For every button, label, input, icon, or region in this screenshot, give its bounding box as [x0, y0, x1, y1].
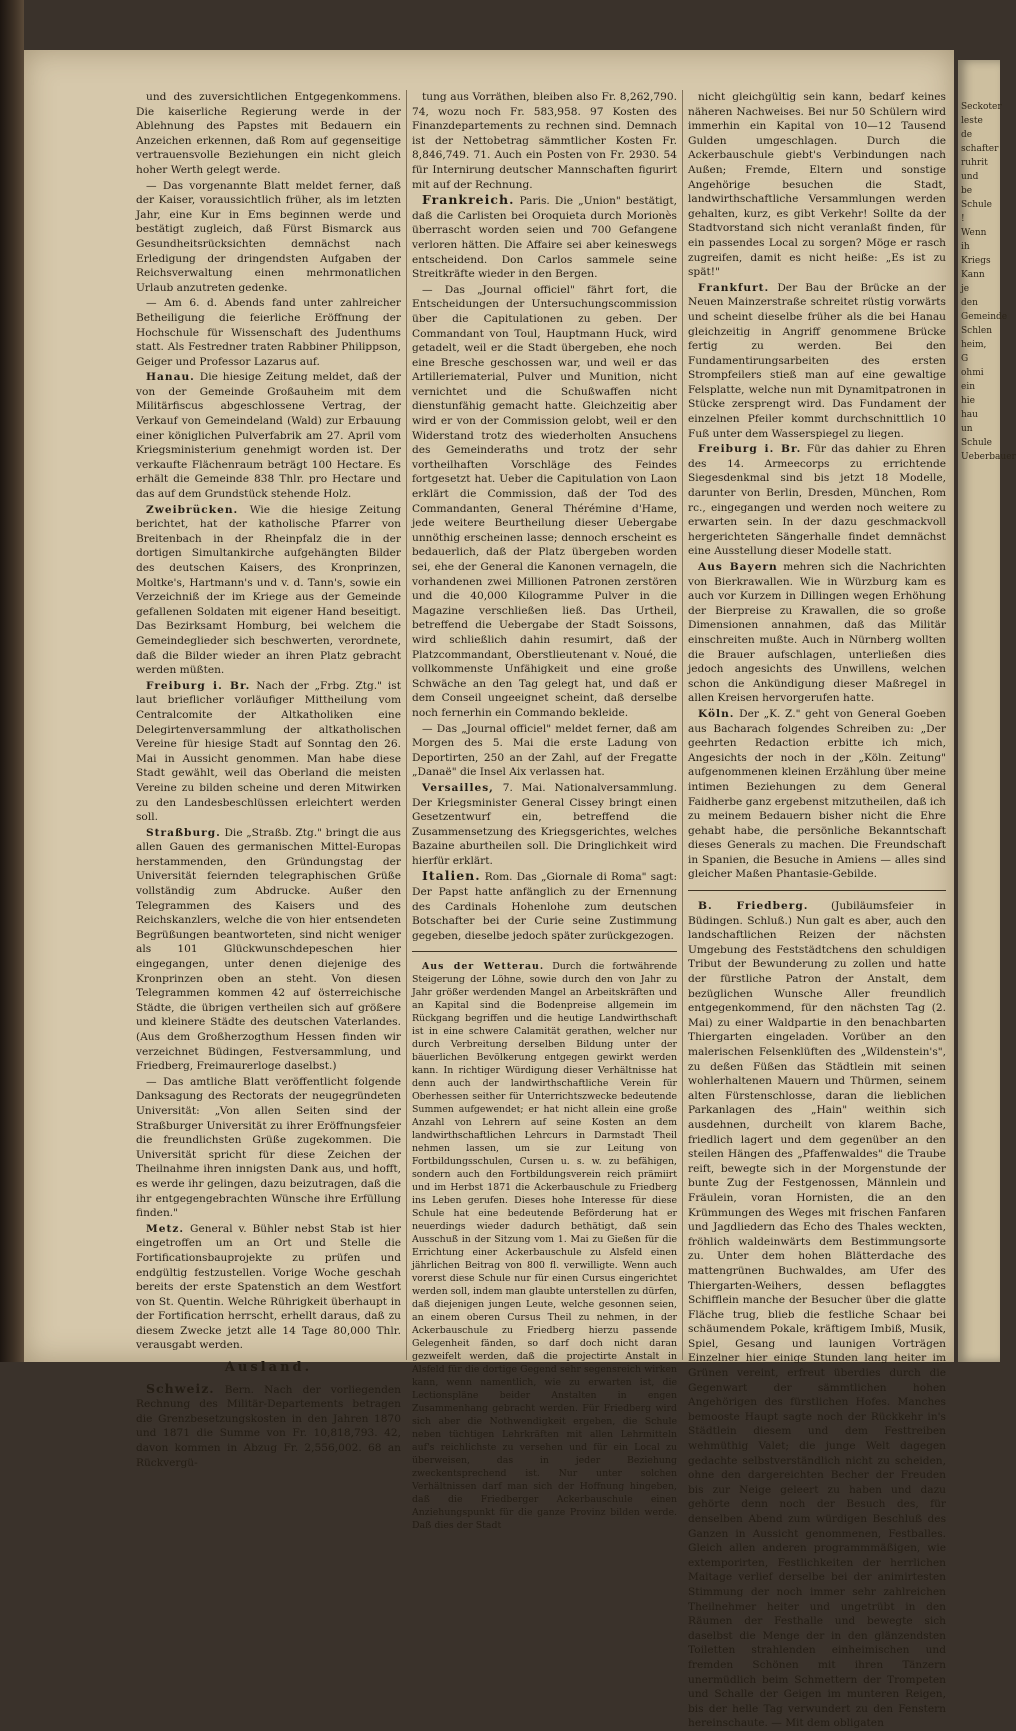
dateline: Freiburg i. Br. — [698, 443, 802, 456]
paragraph — [412, 869, 677, 943]
dateline: Aus der Wetterau. — [422, 961, 545, 973]
dateline: Freiburg i. Br. — [146, 679, 251, 692]
paragraph — [136, 1382, 401, 1471]
column-1 — [136, 90, 402, 1469]
next-page-edge — [958, 60, 1016, 1362]
dateline: Metz. — [146, 1222, 185, 1235]
article-text: Durch die fortwährende Steigerung der Löhne, sowie durch den von Jahr zu Jahr größer werdenden Mangel an Arbeitskräften und an Kapital sind die Bodenpreise allgemein im Rückgang begriffen und die heutige Landwirthschaft ist in eine schwere Calamität gerathen, welcher nur durch Verbreitung derselben Bildung unter der bäuerlichen Bevölkerung entgegen gewirkt werden kann. In richtiger Würdigung dieser Verhältnisse hat denn auch der landwirthschaftliche Verein für Oberhessen seither für Unterrichtszwecke bedeutende Summen aufgewendet; er hat nicht allein eine große Anzahl von Lehrern auf seine Kosten an dem landwirthschaftlichen Lehrcurs in Darmstadt Theil nehmen lassen, um sie zur Leitung von Fortbildungsschulen, Cursen u. s. w. zu befähigen, sondern auch den Fortbildungsverein reich prämiirt und im Herbst 1871 die Ackerbauschule zu Friedberg ins Leben gerufen. Dieses hohe Interesse für diese Schule hat eine bedeutende Beförderung hat er neuerdings wieder dadurch bethätigt, daß sein Ausschuß in der Sitzung vom 1. Mai zu Gießen für die Errichtung einer Ackerbauschule zu Alsfeld einen jährlichen Beitrag von 800 fl. verwilligte. Wenn auch vorerst diese Schule nur für einen Cursus eingerichtet werden soll, indem man glaubte unterstellen zu dürfen, daß diejenigen jungen Leute, welche gesonnen seien, an einem oberen Cursus Theil zu nehmen, in der Ackerbauschule zu Friedberg hierzu passende Gelegenheit fänden, so darf doch nicht daran gezweifelt werden, daß die projectirte Anstalt in Alsfeld für die dortige Gegend sehr segensreich wirken kann, wenn namentlich, wie zu erwarten ist, die Lectionspläne beider Anstalten in engen Zusammenhang gebracht werden. Für Friedberg wird sich aber die Nothwendigkeit ergeben, die Schule neben tüchtigen Lehrkräften mit allen Lehrmitteln auf's reichlichste zu versehen und für ein Local zu überweisen, das in jeder Beziehung zweckentsprechend ist. Nur unter solchen Verhältnissen darf man sich der Hoffnung hingeben, daß die Friedberger Ackerbauschule einen Anziehungspunkt für die ganze Provinz bilden werde. Daß dies der Stadt — [412, 961, 678, 1532]
column-divider — [406, 90, 407, 1360]
article-text: Nun galt es aber, auch den landschaftlichen Reizen der nächsten Umgebung des Feststädtchens den schuldigen Tribut der Bewunderung zu zollen und hatte der fürstliche Patron der Anstalt, dem bezüglichen Wunsche Aller freundlich entgegenkommend, für den nächsten Tag (2. Mai) zu einer Waldpartie in den benachbarten Thiergarten eingeladen. Vorüber an den malerischen Felsenklüften des „Wildenstein's", zu deßen Füßen das Städtlein mit seinen wohlerhaltenen Mauern und Thürmen, seinem alten Fürstenschlosse, daran die lieblichen Parkanlagen des „Hain" weithin sich ausdehnen, durcheilt von klarem Bache, friedlich lagert und dem gegenüber an den steilen Hängen des „Pfaffenwaldes" die Traube reift, bewegte sich in der Morgenstunde der bunte Zug der Festgenossen, Männlein und Fräulein, voran Hornisten, die an den Krümmungen des Weges mit frischen Fanfaren und Jagdliedern das Echo des Thales weckten, fröhlich waldeinwärts dem Bestimmungsorte zu. Unter dem hohen Blätterdache des mattengrünen Buchwaldes, am Ufer des Thiergarten-Weihers, dessen beflaggtes Schifflein manche der Besucher über die glatte Fläche trug, blieb die festliche Schaar bei schäumendem Pokale, kräftigem Imbiß, Musik, Spiel, Gesang und launigen Vorträgen Einzelner hier einige Stunden lang heiter im Grünen vereint, erfreut überdies durch die Gegenwart der sämmtlichen hohen Angehörigen des fürstlichen Hofes. Manches bemooste Haupt sagte noch der Rückkehr in's Städtlein diesem und dem Festtreiben wehmüthig Valet; die junge Welt dagegen gedachte selbstverständlich nicht zu scheiden, ohne den dargereichten Becher der Freuden bis zur Neige geleert zu haben und dazu gehörte denn noch der Besuch des, für denselben Abend zum würdigen Beschluß des Ganzen in Aussicht genommenen, Festballes. Gleich allen anderen programmmäßigen, wie extemporirten, Festlichkeiten der herrlichen Maitage verlief derselbe bei der animirtesten Stimmung der noch immer sehr zahlreichen Theilnehmer heiter und ungetrübt in den Räumen der Festhalle und bewegte sich daselbst die Menge der in den glänzendsten Toiletten strahlenden einheimischen und fremden Schönen mit ihren Tänzern unermüdlich beim Schmettern der Trompeten und Schalle der Geigen im munteren Reigen, bis der helle Tag verwundert zu den Fenstern hereinschaute. — Mit dem obligaten — [688, 914, 946, 1730]
dateline: Schweiz. — [146, 1380, 215, 1396]
article-text: Paris. Die „Union" bestätigt, daß die Carlisten bei Oroquieta durch Morionès überrascht worden seien und 700 Gefangene verloren hätten. Die Affaire sei aber keineswegs entscheidend. Don Carlos sammele seine Streitkräfte wieder in den Bergen. — [412, 195, 677, 281]
wetterau-article — [412, 960, 677, 1532]
paragraph — [412, 781, 677, 869]
paragraph: nicht gleichgültig sein kann, bedarf keines näheren Nachweises. Bei nur 50 Schülern wird immerhin ein Kapital von 10—12 Tausend Gulden umgeschlagen. Durch die Ackerbauschule giebt's Verbindungen nach Außen; Fremde, Eltern und sonstige Angehörige besuchen die Stadt, landwirthschaftliche Versammlungen werden gehalten, kurz, es gibt Verkehr! Sollte da der Stadtvorstand sich nicht veranlaßt finden, für ein passendes Local zu sorgen? Möge er rasch zugreifen, damit es nicht heiße: „Es ist zu spät!" — [688, 91, 946, 279]
dateline: Straßburg. — [146, 826, 221, 839]
column-2 — [412, 90, 678, 1532]
article-text: Wie die hiesige Zeitung berichtet, hat der katholische Pfarrer von Breitenbach in der Rheinpfalz die in der dortigen Simultankirche aufgehängten Bilder des deutschen Kaisers, des Kronprinzen, Moltke's, Hartmann's und v. d. Tann's, sowie ein Verzeichniß der im Kriege aus der Gemeinde gefallenen Soldaten mit eigener Hand beseitigt. Das Bezirksamt Homburg, bei welchem die Gemeindeglieder sich beschwerten, verordnete, daß die Bilder wieder an ihren Platz gebracht werden müßten. — [136, 503, 401, 677]
paragraph: tung aus Vorräthen, bleiben also Fr. 8,262,790. 74, wozu noch Fr. 583,958. 97 Kosten des Finanzdepartements zu rechnen sind. Demnach ist der Nettobetrag sämmtlicher Kosten Fr. 8,846,749. 71. Auch ein Posten von Fr. 2930. 54 für Internirung deutscher Mannschaften figurirt mit auf der Rechnung. — [412, 91, 677, 191]
paragraph: — Das vorgenannte Blatt meldet ferner, daß der Kaiser, voraussichtlich früher, als im letzten Jahr, eine Kur in Ems beginnen werde und bestätigt zugleich, daß Fürst Bismarck aus Gesundheitsrücksichten demnächst nach Erledigung der dringendsten Aufgaben der Reichsverwaltung einen mehrmonatlichen Urlaub anzutreten gedenke. — [136, 179, 401, 294]
dateline: Zweibrücken. — [146, 503, 239, 516]
article-text: Für das dahier zu Ehren des 14. Armeecorps zu errichtende Siegesdenkmal sind bis jetzt 18 Modelle, darunter von Berlin, Dresden, München, Rom rc., eingegangen und werden noch weitere zu erwarten sein. In der dazu geschmackvoll hergerichteten Sängerhalle findet demnächst eine Ausstellung dieser Modelle statt. — [688, 443, 947, 558]
paragraph — [412, 193, 677, 282]
article-text: Bern. Nach der vorliegenden Rechnung des Militär-Departements betragen die Grenzbesetzungskosten in den Jahren 1870 und 1871 die Summe von Fr. 10,818,793. 42, davon kommen in Abzug Fr. 2,556,002. 68 an Rückvergü- — [136, 1383, 401, 1469]
paragraph — [136, 826, 401, 1074]
binding-gutter — [0, 0, 24, 1362]
article-text: Die „Straßb. Ztg." bringt die aus allen Gauen des germanischen Mittel-Europas herstammenden, den Gründungstag der Universität feiernden telegraphischen Grüße vollständig zum Abdrucke. Außer den Telegrammen des Kaisers und des Reichskanzlers, welche die von hier entsendeten Begrüßungen beantworteten, sind nicht weniger als 101 Glückwunschdepeschen hier eingegangen, unter denen diejenige des Kronprinzen oben an steht. Von diesen Telegrammen kommen 42 auf österreichische Städte, die übrigen vertheilen sich auf größere und kleinere Städte des deutschen Vaterlandes. (Aus dem Großherzogthum Hessen finden wir verzeichnet Büdingen, Festversammlung, und Friedberg, Freimaurerloge daselbst.) — [136, 826, 401, 1073]
paragraph — [688, 560, 946, 706]
paragraph — [688, 707, 946, 882]
paragraph — [136, 1222, 401, 1353]
article-text: Nach der „Frbg. Ztg." ist laut brieflicher vorläufiger Mittheilung vom Centralcomite der Altkatholiken eine Delegirtenversammlung der altkatholischen Vereine für hiesige Stadt auf Sonntag den 26. Mai in Aussicht genommen. Man habe diese Stadt gewählt, weil das Oberland die meisten Vereine zu bilden scheine und deren Mitwirken zu den Landesbeschlüssen erleichtert werden soll. — [136, 679, 401, 824]
column-3 — [688, 90, 947, 1730]
paragraph: — Das „Journal officiel" fährt fort, die Entscheidungen der Untersuchungscommission über die Capitulationen zu geben. Der Commandant von Toul, Hauptmann Huck, wird getadelt, weil er die Stadt übergeben, ehe noch eine Bresche geschossen war, und weil er das Artilleriematerial, Pulver und Munition, nicht vernichtet und die Schußwaffen nicht dienstunfähig gemacht hatte. Gleichzeitig aber wird er von der Commission gelobt, weil er den Widerstand trotz des wiederholten Ansuchens des Gemeinderaths und trotz der sehr vortheilhaften Vorschläge des Feindes fortgesetzt hat. Ueber die Capitulation von Laon erklärt die Commission, daß der Tod des Commandanten, General Thérémine d'Hame, jede weitere Beurtheilung dieser Uebergabe unnöthig erscheinen lasse; dennoch erscheint es bedauerlich, daß der Platz übergeben worden sei, ehe der General die Kanonen vernageln, die vorhandenen zwei Millionen Patronen zerstören und die 40,000 Kilogramme Pulver in die Magazine verschließen ließ. Das Urtheil, betreffend die Uebergabe der Stadt Soissons, wird schließlich dahin resumirt, daß der Platzcommandant, Oberstlieutenant v. Noué, die vollkommenste Unfähigkeit und eine große Schwäche an den Tag gelegt hat, und daß er dem Conseil ungeeignet scheint, daß derselbe noch fernerhin ein Commando bekleide. — [412, 283, 677, 719]
paragraph — [688, 281, 946, 442]
article-text: Der „K. Z." geht von General Goeben aus Bacharach folgendes Schreiben zu: „Der geehrten Redaction erbitte ich mich, Angesichts der noch in der „Köln. Zeitung" aufgenommenen kleinen Erzählung über meine intimen Beziehungen zu dem General Faidherbe ganz ergebenst mitzutheilen, daß ich zu meinem Bedauern bisher nicht die Ehre gehabt habe, die persönliche Bekanntschaft dieses Generals zu machen. Die Freundschaft in Spanien, die Besuche in Amiens — alles sind gleicher Maßen Phantasie-Gebilde. — [688, 707, 947, 881]
newspaper-page — [24, 50, 954, 1730]
paragraph — [412, 960, 677, 1532]
paragraph — [688, 442, 946, 559]
article-text: Rom. Das „Giornale di Roma" sagt: Der Papst hatte anfänglich zu der Ernennung des Cardinals Hohenlohe zum deutschen Botschafter bei der Curie seine Zustimmung gegeben, dieselbe jedoch später zurückgezogen. — [412, 871, 678, 942]
article-text: General v. Bühler nebst Stab ist hier eingetroffen um an Ort und Stelle die Fortificationsbauprojekte zu prüfen und endgültig festzustellen. Vorige Woche geschah bereits der erste Spatenstich an dem Westfort von St. Quentin. Welche Rührigkeit überhaupt in der Fortification herrscht, erhellt daraus, daß zu diesem Zwecke jetzt alle 14 Tage 80,000 Thlr. verausgabt werden. — [136, 1222, 401, 1352]
article-text: mehren sich die Nachrichten von Bierkrawallen. Wie in Würzburg kam es auch vor Kurzem in Dillingen wegen Erhöhung der Bierpreise zu Krawallen, die so große Dimensionen annahmen, daß das Militär einschreiten mußte. Auch in Nürnberg wollten die Brauer aufschlagen, unterließen dies jedoch angesichts des Unwillens, welchen schon die Ankündigung dieser Maßregel in allen Kreisen hervorgerufen hatte. — [688, 561, 946, 705]
next-page-text-fragment: Seckoter leste de schafter ruhrit und be Schule ! Wenn ih Kriegs Kann je den Gemeinde Schlen heim, G ohmi ein hie hau un Schule Ueberbauer — [961, 102, 1016, 462]
paragraph: und des zuversichtlichen Entgegenkommens. Die kaiserliche Regierung werde in der Ablehnung des Papstes mit Bedauern ein Anzeichen erkennen, daß Rom auf gegenseitige vertrauensvolle Beziehungen ein nicht gleich hoher Werth gelegt werde. — [136, 91, 401, 176]
dateline: Frankreich. — [422, 192, 515, 208]
text-columns — [136, 90, 947, 1730]
divider-rule — [412, 951, 677, 952]
paragraph: — Das amtliche Blatt veröffentlicht folgende Danksagung des Rectorats der neugegründeten Universität: „Von allen Seiten sind der Straßburger Universität zu ihrer Eröffnungsfeier die freundlichsten Grüße zugekommen. Die Universität spricht für diese Zeichen der Theilnahme ihren innigsten Dank aus, und hofft, es werde ihr gelingen, dazu beizutragen, daß die ihr entgegengebrachten Wünsche ihre Erfüllung finden." — [136, 1075, 401, 1220]
paragraph — [688, 899, 946, 1731]
dateline: Aus Bayern — [698, 561, 778, 573]
paragraph: — Am 6. d. Abends fand unter zahlreicher Betheiligung die feierliche Eröffnung der Hochschule für Wissenschaft des Judenthums statt. Als Festredner traten Rabbiner Philippson, Geiger und Professor Lazarus auf. — [136, 297, 401, 368]
dateline: B. Friedberg. — [698, 900, 809, 913]
dateline: Hanau. — [146, 371, 195, 384]
dateline: Versailles, — [422, 781, 494, 794]
paragraph — [136, 503, 401, 678]
article-text: 7. Mai. Nationalversammlung. Der Kriegsminister General Cissey bringt einen Gesetzentwurf ein, betreffend die Zusammensetzung des Kriegsgerichtes, welches Bazaine aburtheilen soll. Die Dringlichkeit wird hierfür erklärt. — [412, 781, 677, 867]
paragraph — [136, 370, 401, 501]
article-text: Der Bau der Brücke an der Neuen Mainzerstraße schreitet rüstig vorwärts und scheint dieselbe früher als die bei Hanau gleichzeitig in Angriff genommene Brücke fertig zu werden. Bei den Fundamentirungsarbeiten des ersten Strompfeilers stieß man auf eine gewaltige Felsplatte, welche nun mit Dynamitpatronen in Stücke zersprengt wird. Das Fundament der einzelnen Pfeiler kommt durchschnittlich 10 Fuß unter dem Wasserspiegel zu liegen. — [688, 281, 946, 440]
dateline: Italien. — [422, 868, 481, 884]
paragraph — [136, 679, 401, 825]
dateline: Frankfurt. — [698, 281, 770, 294]
column-divider — [682, 90, 683, 1360]
dateline: Köln. — [698, 707, 735, 720]
section-heading: Ausland. — [224, 1360, 313, 1376]
divider-rule — [688, 890, 946, 891]
paragraph: — Das „Journal officiel" meldet ferner, daß am Morgen des 5. Mai die erste Ladung von Deportirten, 250 an der Zahl, auf der Fregatte „Danaë" die Insel Aix verlassen hat. — [412, 722, 677, 779]
article-text: Die hiesige Zeitung meldet, daß der von der Gemeinde Großauheim mit dem Militärfiscus abgeschlossene Vertrag, der Verkauf von Gemeindeland (Wald) zur Erbauung einer königlichen Pulverfabrik am 27. April vom Kriegsministerium genehmigt worden ist. Der verkaufte Flächenraum beträgt 100 Hectare. Es erhält die Gemeinde 838 Thlr. pro Hectare und das auf dem Grundstück stehende Holz. — [136, 371, 402, 501]
article-subtitle: (Jubiläumsfeier in Büdingen. Schluß.) — [688, 900, 947, 927]
